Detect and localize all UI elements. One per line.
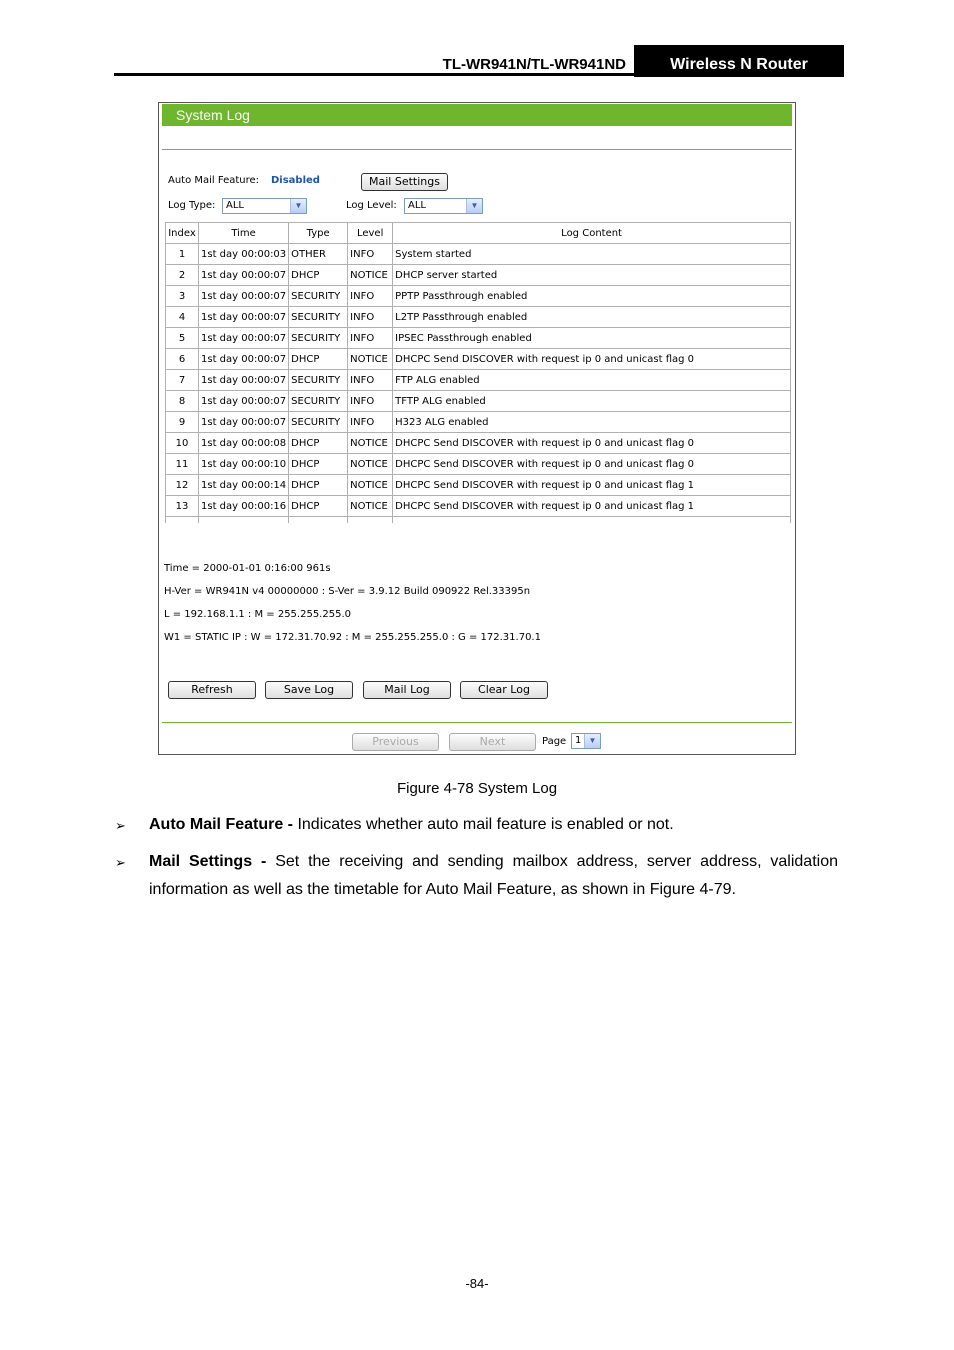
cell-level: INFO — [348, 370, 393, 391]
log-level-select[interactable] — [404, 198, 483, 214]
bullet-mail-settings — [149, 848, 838, 904]
cell-time: 1st day 00:00:07 — [199, 328, 289, 349]
cell-type: DHCP — [289, 265, 348, 286]
log-table — [165, 222, 791, 523]
cell-level: NOTICE — [348, 475, 393, 496]
cell-time: 1st day 00:00:07 — [199, 391, 289, 412]
cell-type: DHCP — [289, 433, 348, 454]
cell-log-content: DHCP server started — [393, 265, 791, 286]
table-row — [166, 370, 791, 391]
bullet-arrow-icon: ➢ — [115, 855, 126, 870]
cell-time: 1st day 00:00:07 — [199, 370, 289, 391]
log-type-value: ALL — [226, 200, 244, 211]
empty-cell — [393, 517, 791, 524]
figure-caption: Figure 4-78 System Log — [396, 780, 558, 797]
cell-level: INFO — [348, 391, 393, 412]
page-number: -84- — [465, 1276, 489, 1291]
cell-type: DHCP — [289, 454, 348, 475]
cell-index: 7 — [166, 370, 199, 391]
table-row — [166, 244, 791, 265]
cell-time: 1st day 00:00:07 — [199, 286, 289, 307]
cell-time: 1st day 00:00:07 — [199, 412, 289, 433]
cell-log-content: System started — [393, 244, 791, 265]
table-row — [166, 349, 791, 370]
cell-time: 1st day 00:00:07 — [199, 349, 289, 370]
cell-log-content: DHCPC Send DISCOVER with request ip 0 and unicast flag 0 — [393, 454, 791, 475]
empty-cell — [289, 517, 348, 524]
info-version: H-Ver = WR941N v4 00000000 : S-Ver = 3.9.12 Build 090922 Rel.33395n — [164, 586, 531, 597]
empty-cell — [166, 517, 199, 524]
page-select[interactable] — [571, 733, 601, 749]
table-row — [166, 496, 791, 517]
log-level-label: Log Level: — [346, 200, 397, 211]
bullet-auto-mail — [149, 811, 838, 839]
table-row — [166, 307, 791, 328]
cell-type: DHCP — [289, 475, 348, 496]
mail-settings-button[interactable]: Mail Settings — [361, 173, 448, 191]
cell-index: 3 — [166, 286, 199, 307]
mail-log-button[interactable]: Mail Log — [363, 681, 451, 699]
cell-time: 1st day 00:00:07 — [199, 265, 289, 286]
cell-log-content: FTP ALG enabled — [393, 370, 791, 391]
chevron-down-icon: ▼ — [584, 734, 600, 748]
cell-type: DHCP — [289, 496, 348, 517]
cell-level: NOTICE — [348, 433, 393, 454]
header-rule — [114, 73, 844, 76]
cell-index: 11 — [166, 454, 199, 475]
info-wan: W1 = STATIC IP : W = 172.31.70.92 : M = 255.255.255.0 : G = 172.31.70.1 — [164, 632, 541, 643]
refresh-button[interactable]: Refresh — [168, 681, 256, 699]
cell-level: INFO — [348, 307, 393, 328]
bullet-arrow-icon: ➢ — [115, 818, 126, 833]
log-type-label: Log Type: — [168, 200, 216, 211]
chevron-down-icon: ▼ — [290, 199, 306, 213]
auto-mail-status: Disabled — [271, 175, 320, 186]
cell-time: 1st day 00:00:16 — [199, 496, 289, 517]
clear-log-button[interactable]: Clear Log — [460, 681, 548, 699]
table-row — [166, 391, 791, 412]
bullet-term: Auto Mail Feature - — [149, 816, 298, 833]
cell-level: NOTICE — [348, 349, 393, 370]
divider-top — [162, 149, 792, 150]
table-header-row — [166, 223, 791, 244]
empty-cell — [199, 517, 289, 524]
chevron-down-icon: ▼ — [466, 199, 482, 213]
cell-level: INFO — [348, 412, 393, 433]
next-button[interactable]: Next — [449, 733, 536, 751]
column-header-type: Type — [289, 223, 348, 244]
cell-index: 8 — [166, 391, 199, 412]
cell-index: 9 — [166, 412, 199, 433]
cell-type: OTHER — [289, 244, 348, 265]
bullet-text: Indicates whether auto mail feature is enabled or not. — [297, 816, 674, 833]
cell-level: NOTICE — [348, 454, 393, 475]
cell-type: SECURITY — [289, 370, 348, 391]
cell-type: SECURITY — [289, 391, 348, 412]
cell-time: 1st day 00:00:03 — [199, 244, 289, 265]
cell-index: 4 — [166, 307, 199, 328]
cell-type: SECURITY — [289, 412, 348, 433]
cell-log-content: H323 ALG enabled — [393, 412, 791, 433]
cell-log-content: DHCPC Send DISCOVER with request ip 0 and unicast flag 0 — [393, 433, 791, 454]
column-header-log-content: Log Content — [393, 223, 791, 244]
cell-log-content: DHCPC Send DISCOVER with request ip 0 and unicast flag 1 — [393, 475, 791, 496]
cell-log-content: PPTP Passthrough enabled — [393, 286, 791, 307]
save-log-button[interactable]: Save Log — [265, 681, 353, 699]
header-model: TL-WR941N/TL-WR941ND — [442, 56, 626, 73]
cell-log-content: TFTP ALG enabled — [393, 391, 791, 412]
cell-index: 5 — [166, 328, 199, 349]
header-product: Wireless N Router — [634, 45, 844, 77]
auto-mail-label: Auto Mail Feature: — [168, 175, 260, 186]
cell-level: INFO — [348, 286, 393, 307]
cell-index: 2 — [166, 265, 199, 286]
column-header-time: Time — [199, 223, 289, 244]
table-row-empty — [166, 517, 791, 524]
cell-log-content: DHCPC Send DISCOVER with request ip 0 and unicast flag 1 — [393, 496, 791, 517]
log-level-value: ALL — [408, 200, 426, 211]
cell-index: 13 — [166, 496, 199, 517]
cell-log-content: DHCPC Send DISCOVER with request ip 0 and unicast flag 0 — [393, 349, 791, 370]
log-type-select[interactable] — [222, 198, 307, 214]
cell-time: 1st day 00:00:14 — [199, 475, 289, 496]
cell-log-content: IPSEC Passthrough enabled — [393, 328, 791, 349]
cell-type: SECURITY — [289, 307, 348, 328]
table-row — [166, 475, 791, 496]
table-row — [166, 454, 791, 475]
bullet-text: Set the receiving and sending mailbox address, server address, validation information as well as the timetable for Auto Mail Feature, as shown in Figure 4-79. — [149, 853, 838, 898]
cell-level: INFO — [348, 328, 393, 349]
page-label: Page — [542, 736, 567, 747]
cell-log-content: L2TP Passthrough enabled — [393, 307, 791, 328]
cell-type: SECURITY — [289, 286, 348, 307]
cell-index: 12 — [166, 475, 199, 496]
previous-button[interactable]: Previous — [352, 733, 439, 751]
table-row — [166, 433, 791, 454]
cell-index: 10 — [166, 433, 199, 454]
cell-type: DHCP — [289, 349, 348, 370]
cell-index: 6 — [166, 349, 199, 370]
system-log-screenshot — [158, 102, 796, 755]
page-title: System Log — [162, 104, 792, 126]
table-row — [166, 286, 791, 307]
cell-time: 1st day 00:00:07 — [199, 307, 289, 328]
info-lan: L = 192.168.1.1 : M = 255.255.255.0 — [164, 609, 351, 620]
table-row — [166, 265, 791, 286]
column-header-level: Level — [348, 223, 393, 244]
info-time: Time = 2000-01-01 0:16:00 961s — [164, 563, 331, 574]
page-value: 1 — [575, 735, 582, 746]
divider-bottom — [162, 722, 792, 723]
cell-type: SECURITY — [289, 328, 348, 349]
cell-time: 1st day 00:00:10 — [199, 454, 289, 475]
cell-index: 1 — [166, 244, 199, 265]
column-header-index: Index — [166, 223, 199, 244]
cell-level: NOTICE — [348, 496, 393, 517]
cell-level: INFO — [348, 244, 393, 265]
table-row — [166, 328, 791, 349]
empty-cell — [348, 517, 393, 524]
table-row — [166, 412, 791, 433]
cell-level: NOTICE — [348, 265, 393, 286]
cell-time: 1st day 00:00:08 — [199, 433, 289, 454]
bullet-term: Mail Settings - — [149, 853, 276, 870]
